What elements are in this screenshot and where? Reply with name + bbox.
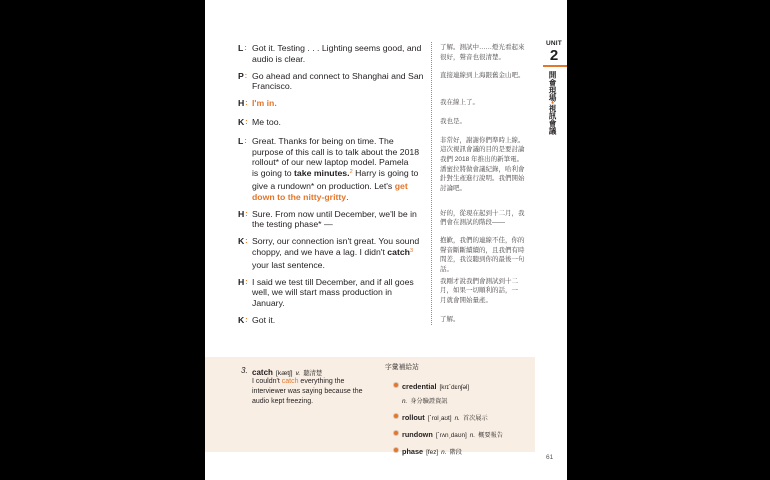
english-line-block: [252, 136, 440, 203]
chinese-line: 我在線上了。: [440, 99, 479, 107]
speaker-colon: :: [245, 118, 248, 126]
vocab-word: rundown: [402, 430, 433, 439]
english-line: [252, 236, 440, 247]
dialogue-turn: [238, 315, 535, 328]
vocab-list: [394, 379, 503, 461]
footnote-band: [205, 357, 535, 456]
english-line: [252, 315, 440, 326]
english-line-block: [252, 315, 440, 326]
unit-topic-separator: •: [548, 101, 557, 105]
text-run: Go ahead and connect to Shanghai and San: [252, 70, 424, 81]
text-run: Harry is going to: [352, 168, 419, 179]
speaker-label: [238, 136, 252, 149]
vocab-meaning: 身分驗證資訊: [410, 398, 448, 405]
english-line: [252, 43, 440, 54]
english-line-block: [252, 236, 440, 270]
chinese-line: 們會在測試的階段——: [440, 219, 505, 227]
speaker-label: [238, 117, 252, 130]
english-line-block: [252, 209, 440, 231]
speaker-colon: :: [245, 100, 248, 108]
english-line: [252, 136, 440, 147]
chinese-line: 我們 2018 年推出的新筆電。: [440, 155, 524, 163]
speaker-initial: H: [238, 208, 245, 219]
english-line: [252, 192, 440, 203]
text-run: interviewer was saying because the: [252, 388, 363, 395]
highlighted-phrase: down to the nitty-gritty: [252, 191, 347, 202]
unit-subtopic-title: 視訊會議: [548, 104, 557, 135]
english-line-block: [252, 98, 440, 109]
speaker-colon: :: [245, 238, 248, 246]
chinese-line: 非常好，謝謝你們準時上線。: [440, 136, 525, 144]
vocab-phonetic: [fez]: [426, 449, 439, 456]
vocab-definition: [452, 407, 488, 424]
chinese-line: 了解。: [440, 315, 460, 323]
chinese-line: 潘蜜拉將做會議紀錄，哈利會: [440, 165, 525, 173]
chinese-line: 我也是。: [440, 117, 466, 125]
dialogue-turn: [238, 236, 535, 273]
vocab-phonetic: [krɪˋdɛnʃəl]: [439, 384, 470, 391]
dialogue: [238, 43, 535, 334]
text-run: is going to: [252, 168, 295, 179]
english-line: [252, 277, 440, 288]
speaker-colon: :: [244, 45, 247, 52]
vocab-entry: [394, 379, 503, 407]
speaker-initial: H: [238, 98, 245, 109]
dialogue-turn: [238, 209, 535, 231]
footnote-example: [252, 377, 363, 407]
speaker-colon: :: [244, 72, 248, 80]
footnote-part-of-speech: v.: [295, 370, 301, 377]
vocab-entry: [394, 444, 503, 458]
bullet-icon: [394, 414, 398, 418]
chinese-line: 月就會開始量產。: [440, 296, 492, 304]
vocab-word: credential: [402, 382, 437, 391]
vocab-box-title: 字彙補給站: [385, 364, 419, 371]
unit-number: 2: [549, 47, 559, 64]
part-of-speech: n.: [469, 432, 476, 439]
chinese-line: 月，如果一切順利的話，一: [440, 287, 518, 295]
vocab-word: phase: [402, 447, 424, 456]
english-line: [252, 181, 440, 192]
unit-label: UNIT: [546, 40, 562, 47]
dialogue-turn: [238, 277, 535, 309]
text-run: Got it. Testing . . . Lighting seems good, and: [252, 43, 422, 53]
english-line: [252, 81, 440, 92]
speaker-colon: :: [245, 316, 248, 324]
english-line: [252, 219, 440, 230]
speaker-label: [238, 277, 252, 290]
chinese-line: 了解。測試中……燈光看起來: [440, 44, 525, 51]
vocab-entry: [394, 410, 503, 424]
text-run: January.: [252, 298, 285, 309]
chinese-line: 針對生產進行說明。我們開始: [440, 175, 525, 183]
text-run: I said we test till December, and if all goes: [252, 276, 414, 287]
dialogue-turn: [238, 43, 535, 65]
text-run: audio kept freezing.: [252, 398, 314, 405]
speaker-label: [238, 71, 252, 84]
example-line: [252, 377, 363, 387]
bullet-icon: [394, 431, 398, 435]
unit-underline: [543, 65, 567, 67]
footnote-marker: 2: [349, 169, 353, 176]
text-run: .: [346, 191, 349, 202]
vocab-entry: [394, 427, 503, 441]
book-page: [205, 0, 567, 480]
speaker-label: [238, 315, 252, 328]
speaker-initial: P: [238, 70, 244, 81]
vocab-meaning: 首次展示: [462, 415, 488, 422]
text-run: Great. Thanks for being on time. The: [252, 135, 394, 146]
chinese-line: 聲音斷斷續續的，且我們有時: [440, 246, 525, 254]
unit-topic: [548, 71, 557, 134]
english-line: [252, 287, 440, 298]
chinese-line: 抱歉，我們的連線不佳，你的: [440, 237, 525, 245]
dialogue-turn: [238, 98, 535, 111]
text-run: rollout* of our new laptop model. Pamela: [252, 157, 409, 168]
chinese-line: 討論吧。: [440, 184, 466, 192]
english-line: [252, 157, 440, 168]
speaker-initial: L: [238, 43, 244, 53]
text-run: Francisco.: [252, 81, 293, 92]
chinese-line: 很好，聲音也很清楚。: [440, 53, 505, 61]
speaker-label: [238, 43, 252, 56]
chinese-line: 這次視訊會議的目的是要討論: [440, 146, 525, 154]
vocab-meaning: 階段: [449, 449, 462, 456]
speaker-initial: K: [238, 236, 245, 247]
example-line: [252, 397, 363, 407]
english-line-block: [252, 117, 440, 128]
chinese-line: 話。: [440, 265, 453, 273]
speaker-label: [238, 236, 252, 249]
highlighted-phrase: get: [394, 180, 408, 191]
text-run: choppy, and we have a lag. I didn't: [252, 246, 388, 257]
page-number: 61: [546, 454, 554, 461]
english-line: [252, 147, 440, 158]
speaker-colon: :: [245, 210, 248, 218]
bullet-icon: [394, 383, 398, 387]
part-of-speech: n.: [402, 398, 408, 405]
text-run: I couldn't: [252, 378, 282, 385]
footnote-meaning: 聽清楚: [303, 370, 323, 377]
bold-term: catch: [387, 246, 410, 257]
english-line: [252, 260, 440, 271]
vocab-phonetic: [ˋrolˏaʊt]: [427, 415, 452, 422]
text-run: give a rundown* on production. Let's: [252, 180, 395, 191]
english-line-block: [252, 71, 440, 93]
text-run: Sure. From now until December, we'll be in: [252, 208, 417, 219]
part-of-speech: n.: [454, 415, 460, 422]
text-run: well, we will start mass production in: [252, 287, 393, 298]
speaker-initial: H: [238, 276, 245, 287]
text-run: audio is clear.: [252, 53, 306, 64]
text-run: Me too.: [252, 116, 281, 127]
text-run: everything the: [298, 378, 345, 385]
highlighted-phrase: I'm in.: [252, 98, 277, 109]
english-line: [252, 209, 440, 220]
bullet-icon: [394, 448, 398, 452]
english-line: [252, 117, 440, 128]
text-run: Sorry, our connection isn't great. You sound: [252, 236, 420, 247]
bold-term: take minutes.: [294, 168, 350, 179]
vocab-definition: [402, 393, 503, 407]
vocab-definition: [438, 441, 462, 458]
english-line: [252, 71, 440, 82]
footnote-word: catch: [252, 368, 273, 377]
english-line: [252, 298, 440, 309]
chinese-line: 直接連線到上海跟舊金山吧。: [440, 71, 525, 79]
speaker-initial: K: [238, 314, 245, 325]
chinese-line: 間差，我沒聽到你的最後一句: [440, 256, 525, 264]
vocab-definition: [467, 424, 503, 441]
footnote-phonetic: [kætʃ]: [275, 370, 293, 377]
dialogue-turn: [238, 136, 535, 203]
speaker-initial: L: [238, 135, 244, 146]
chinese-line: 好的，從現在起到十二月，我: [440, 209, 525, 217]
english-line-block: [252, 43, 440, 65]
footnote-marker: 3: [409, 247, 414, 254]
example-line: [252, 387, 363, 397]
chinese-line: 我剛才說我們會測試到十二: [440, 277, 518, 285]
speaker-colon: :: [244, 137, 247, 145]
speaker-colon: :: [245, 278, 248, 286]
text-run: your last sentence.: [252, 259, 325, 270]
vocab-meaning: 概要報告: [478, 432, 503, 439]
speaker-label: [238, 98, 252, 111]
english-line: [252, 247, 440, 260]
speaker-label: [238, 209, 252, 222]
text-run: purpose of this call is to talk about the 2018: [252, 146, 420, 157]
english-line: [252, 168, 440, 181]
text-run: Got it.: [252, 314, 276, 325]
english-line-block: [252, 277, 440, 309]
english-line: [252, 98, 440, 109]
dialogue-turn: [238, 71, 535, 93]
dialogue-turn: [238, 117, 535, 130]
highlighted-word: catch: [281, 378, 299, 385]
vocab-word: rollout: [402, 413, 425, 422]
text-run: the testing phase* —: [252, 219, 333, 230]
unit-topic-title: 開會現場: [548, 71, 557, 102]
part-of-speech: n.: [441, 449, 447, 456]
speaker-initial: K: [238, 116, 245, 127]
vocab-phonetic: [ˋrʌnˏdaʊn]: [435, 432, 467, 439]
english-line: [252, 54, 440, 65]
footnote-number: 3.: [241, 366, 248, 375]
